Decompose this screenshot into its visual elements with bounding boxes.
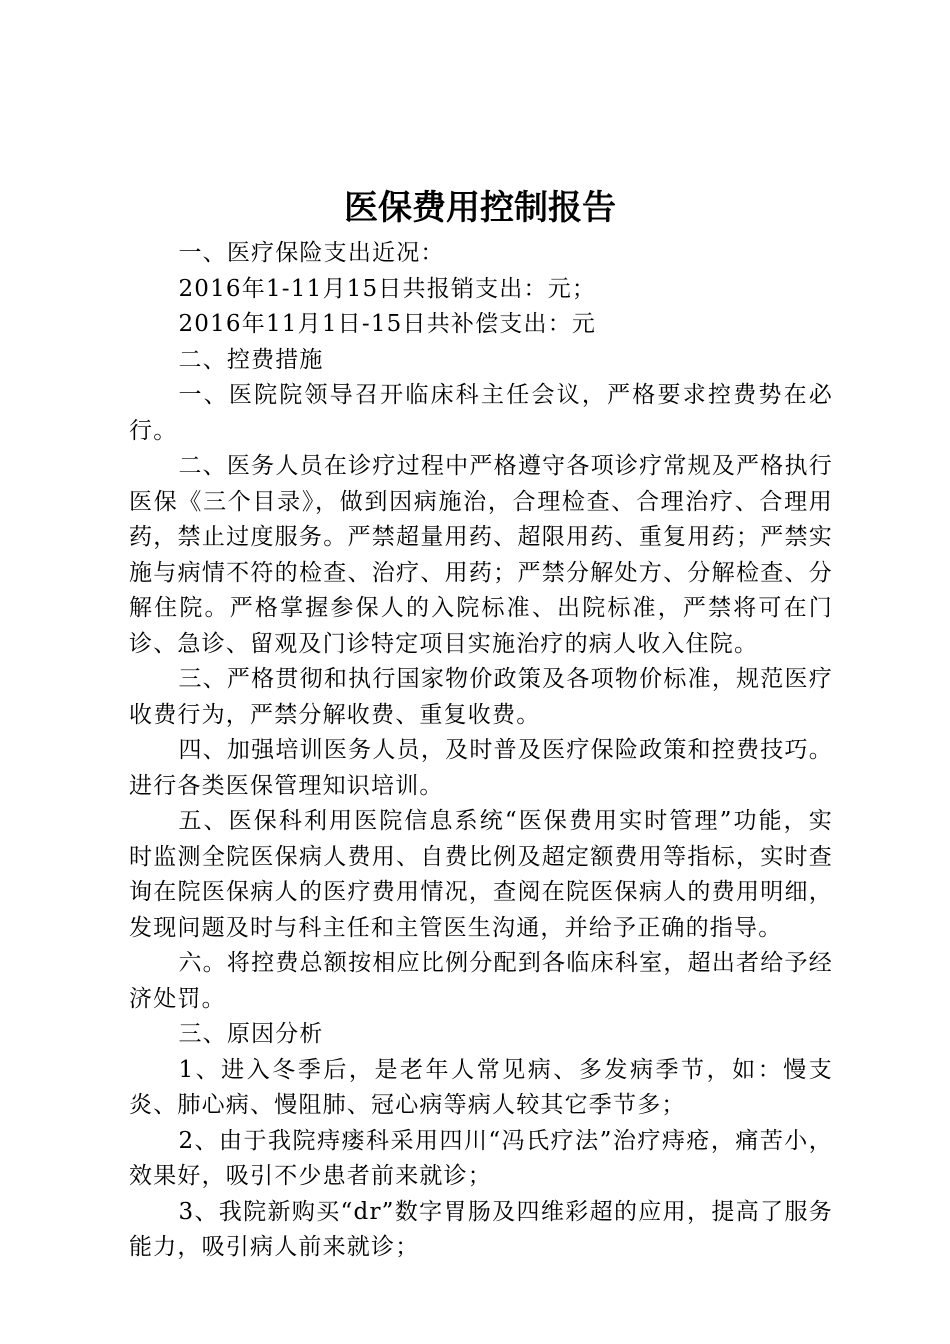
measure-paragraph-4: 四、加强培训医务人员，及时普及医疗保险政策和控费技巧。进行各类医保管理知识培训。 — [129, 737, 833, 799]
section-heading-analysis: 三、原因分析 — [178, 1021, 324, 1047]
analysis-paragraph-1: 1、进入冬季后，是老年人常见病、多发病季节，如：慢支炎、肺心病、慢阻肺、冠心病等病人较其它季节多； — [129, 1056, 833, 1118]
document-title: 医保费用控制报告 — [344, 188, 616, 228]
expenditure-line-reimbursement: 2016年1-11月15日共报销支出：元； — [178, 275, 597, 302]
measure-paragraph-1: 一、医院院领导召开临床科主任会议，严格要求控费势在必行。 — [129, 382, 833, 444]
section-heading-measures: 二、控费措施 — [178, 346, 324, 373]
measure-paragraph-6: 六。将控费总额按相应比例分配到各临床科室，超出者给予经济处罚。 — [129, 950, 833, 1012]
measure-paragraph-5: 五、医保科利用医院信息系统“医保费用实时管理”功能，实时监测全院医保病人费用、自费比例及超定额费用等指标，实时查询在院医保病人的医疗费用情况，查阅在院医保病人的费用明细，发现问题及时与科主任和主管医生沟通，并给予正确的指导。 — [129, 808, 833, 941]
section-heading-expenditure: 一、医疗保险支出近况： — [178, 240, 445, 266]
analysis-paragraph-2: 2、由于我院痔瘘科采用四川“冯氏疗法”治疗痔疮，痛苦小，效果好，吸引不少患者前来就诊； — [129, 1127, 833, 1189]
measure-paragraph-2: 二、医务人员在诊疗过程中严格遵守各项诊疗常规及严格执行医保《三个目录》，做到因病施治，合理检查、合理治疗、合理用药，禁止过度服务。严禁超量用药、超限用药、重复用药；严禁实施与病情不符的检查、治疗、用药；严禁分解处方、分解检查、分解住院。严格掌握参保人的入院标准、出院标准，严禁将可在门诊、急诊、留观及门诊特定项目实施治疗的病人收入住院。 — [129, 453, 833, 657]
document-body — [129, 236, 833, 1266]
measure-paragraph-3: 三、严格贯彻和执行国家物价政策及各项物价标准，规范医疗收费行为，严禁分解收费、重复收费。 — [129, 666, 833, 728]
expenditure-line-compensation: 2016年11月1日-15日共补偿支出：元 — [178, 311, 597, 337]
analysis-paragraph-3: 3、我院新购买“dr”数字胃肠及四维彩超的应用，提高了服务能力，吸引病人前来就诊； — [129, 1198, 833, 1260]
